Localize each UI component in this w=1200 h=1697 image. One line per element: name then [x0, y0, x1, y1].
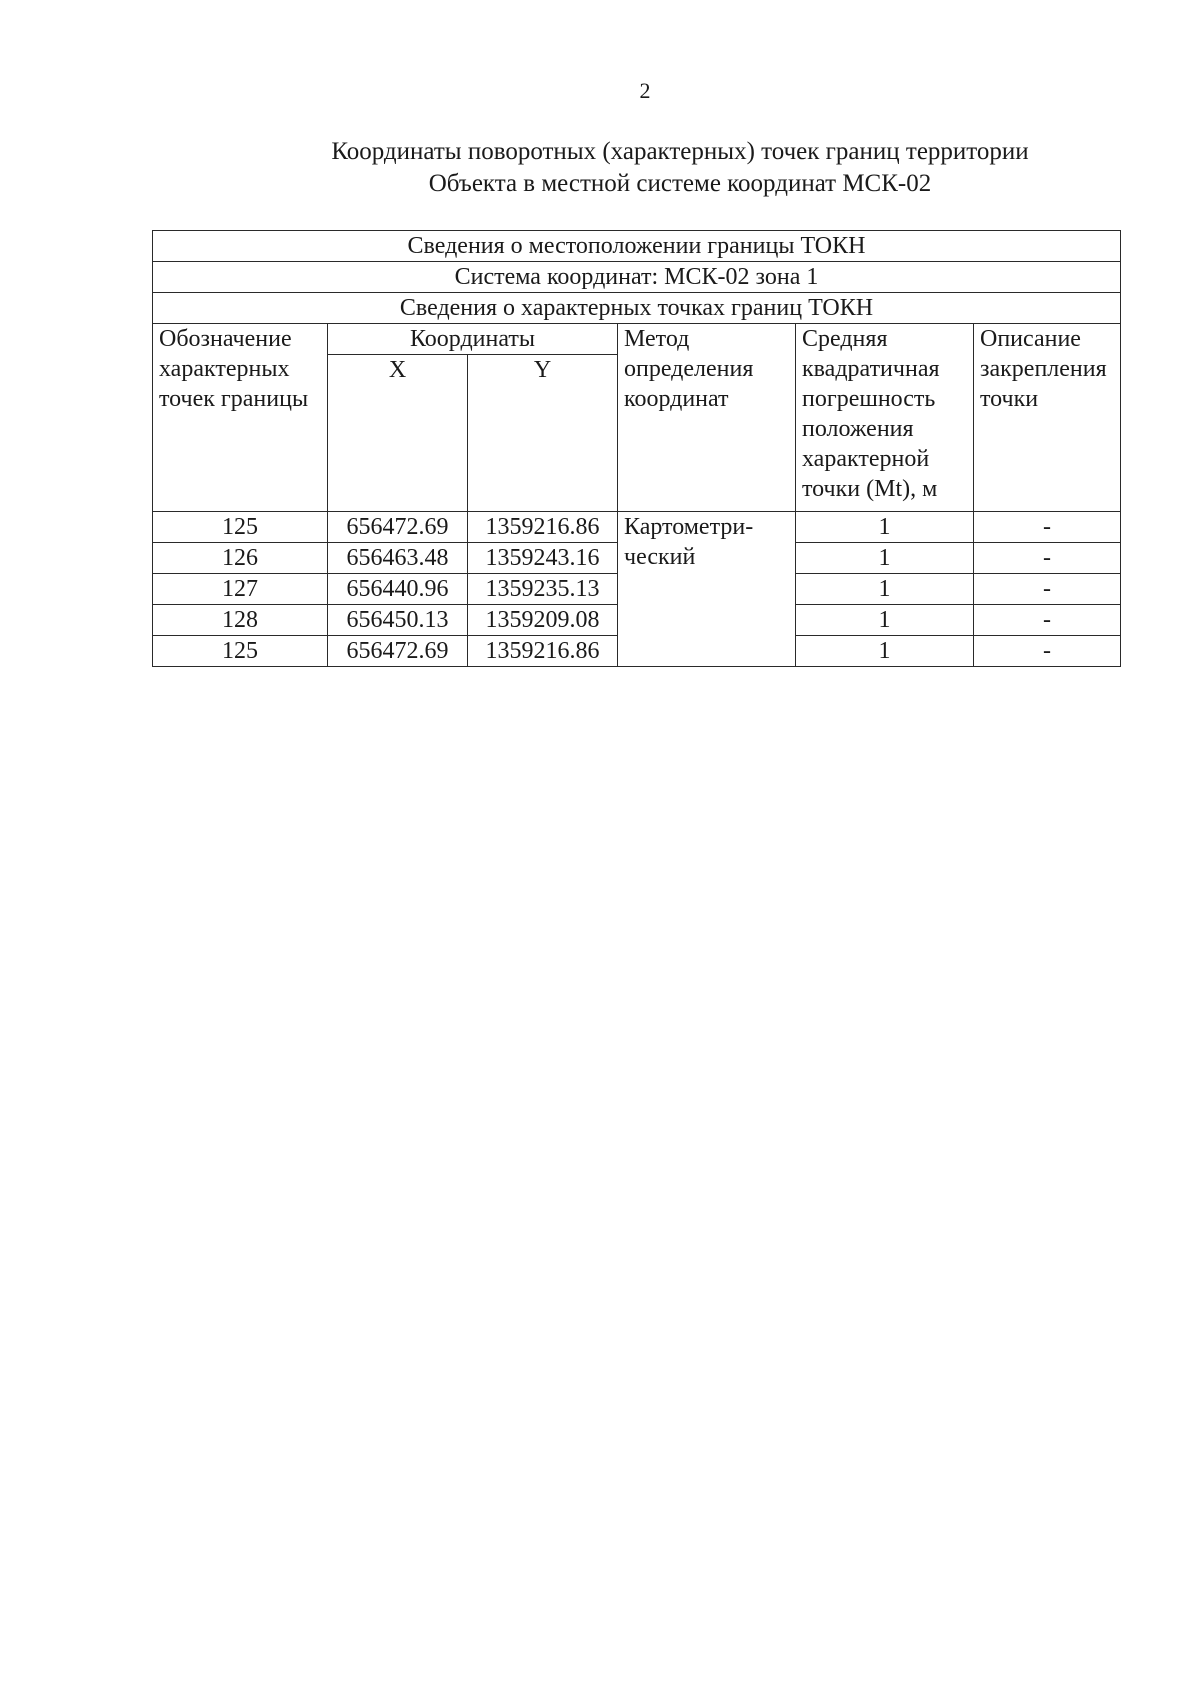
cell-x: 656472.69 — [328, 512, 468, 543]
banner-points: Сведения о характерных точках границ ТОКН — [153, 293, 1121, 324]
cell-description: - — [974, 636, 1121, 667]
cell-x: 656472.69 — [328, 636, 468, 667]
cell-x: 656440.96 — [328, 574, 468, 605]
cell-x: 656463.48 — [328, 543, 468, 574]
cell-y: 1359209.08 — [468, 605, 618, 636]
banner-coordinate-system: Система координат: МСК-02 зона 1 — [153, 262, 1121, 293]
cell-description: - — [974, 543, 1121, 574]
table-row — [153, 512, 1121, 543]
cell-method: Картометри-ческий — [618, 512, 796, 667]
cell-description: - — [974, 605, 1121, 636]
cell-error: 1 — [796, 512, 974, 543]
cell-description: - — [974, 574, 1121, 605]
header-method: Метод определения координат — [618, 324, 796, 512]
document-title — [230, 136, 1130, 200]
cell-y: 1359235.13 — [468, 574, 618, 605]
cell-point: 125 — [153, 636, 328, 667]
banner-location: Сведения о местоположении границы ТОКН — [153, 231, 1121, 262]
cell-y: 1359243.16 — [468, 543, 618, 574]
cell-point: 126 — [153, 543, 328, 574]
cell-description: - — [974, 512, 1121, 543]
header-coordinates: Координаты — [328, 324, 618, 355]
cell-error: 1 — [796, 605, 974, 636]
title-line-2: Объекта в местной системе координат МСК-02 — [428, 170, 932, 197]
cell-error: 1 — [796, 574, 974, 605]
coordinates-table — [152, 230, 1121, 667]
cell-point: 125 — [153, 512, 328, 543]
header-y: Y — [468, 355, 618, 512]
cell-error: 1 — [796, 636, 974, 667]
cell-x: 656450.13 — [328, 605, 468, 636]
cell-point: 127 — [153, 574, 328, 605]
header-error: Средняя квадратичная погрешность положения характерной точки (Mt), м — [796, 324, 974, 512]
header-description: Описание закрепления точки — [974, 324, 1121, 512]
header-x: X — [328, 355, 468, 512]
cell-error: 1 — [796, 543, 974, 574]
cell-y: 1359216.86 — [468, 512, 618, 543]
cell-point: 128 — [153, 605, 328, 636]
header-point: Обозначение характерных точек границы — [153, 324, 328, 512]
title-line-1: Координаты поворотных (характерных) точек границ территории — [331, 138, 1029, 165]
page-number: 2 — [639, 78, 651, 103]
cell-y: 1359216.86 — [468, 636, 618, 667]
